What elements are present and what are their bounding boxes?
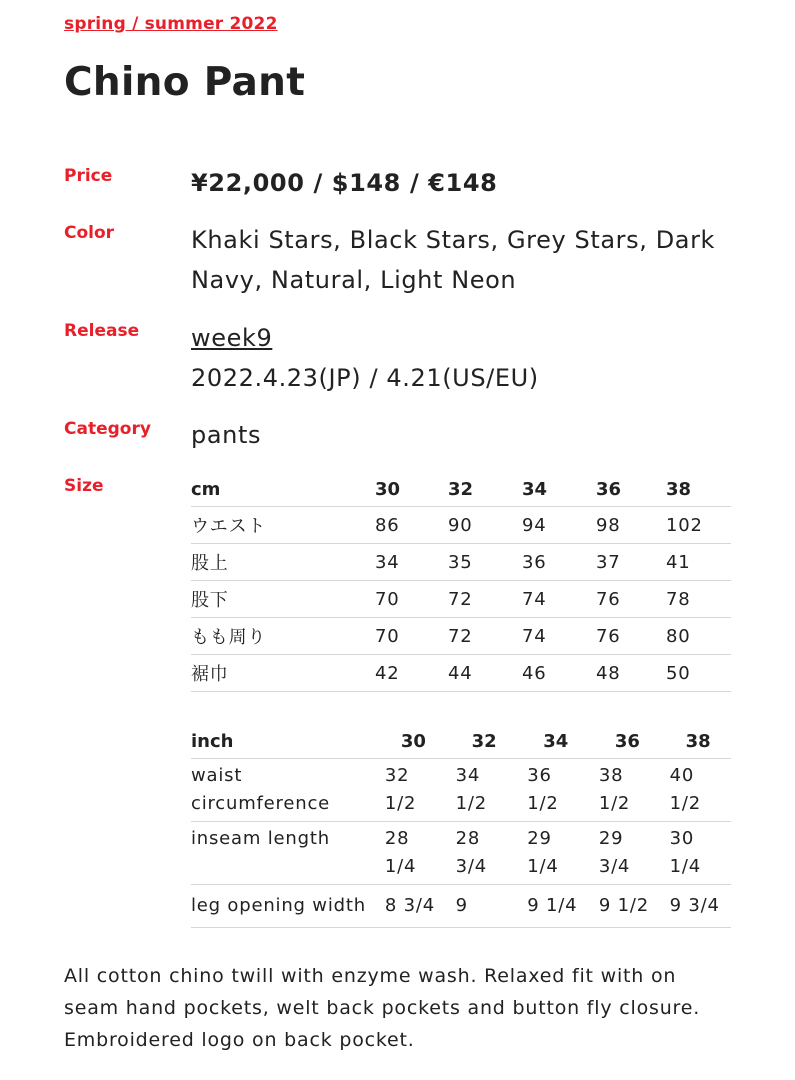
table-cell: 102 [666,514,703,536]
size-table-inch-header [191,724,731,759]
category-value: pants [191,421,262,449]
category-label: Category [64,419,151,439]
table-cell: 34 [375,551,400,573]
table-cell: 76 [596,588,621,610]
table-row [191,507,731,544]
table-cell: 37 [596,551,621,573]
table-cell: 44 [448,662,473,684]
table-header: 36 [614,730,640,752]
season-link[interactable]: spring / summer 2022 [64,14,278,34]
product-description: All cotton chino twill with enzyme wash. Relaxed fit with on seam hand pockets, welt back pockets and button fly closure. Embroidered logo on back pocket. [64,965,701,1051]
table-header: 34 [543,730,569,752]
table-cell: ウエスト [191,516,267,537]
price-value: ¥22,000 / $148 / €148 [191,169,498,197]
table-header: 34 [522,478,548,500]
table-cell: 34 1/2 [455,765,488,814]
table-cell: 32 1/2 [384,765,417,814]
table-cell: 38 1/2 [598,765,631,814]
table-header: cm [191,478,221,500]
table-cell: 72 [448,625,473,647]
release-label: Release [64,321,140,341]
table-cell: 股上 [191,553,229,574]
table-cell: leg opening width [191,895,366,916]
table-cell: 9 1/2 [598,895,649,916]
table-row [191,822,731,885]
table-cell: 86 [375,514,400,536]
release-week-link[interactable]: week9 [191,324,273,352]
table-cell: 9 1/4 [527,895,578,916]
table-header: 32 [471,730,497,752]
table-row [191,759,731,822]
table-cell: 8 3/4 [384,895,436,916]
table-cell: 78 [666,588,691,610]
table-cell: 36 [522,551,547,573]
size-table-inch [191,724,731,928]
table-cell: waist circumference [191,765,331,814]
table-header: 30 [375,478,401,500]
release-value [191,318,751,398]
table-cell: 90 [448,514,473,536]
table-header: 32 [448,478,474,500]
table-cell: 9 [455,895,468,916]
table-header: inch [191,730,234,752]
table-row [191,618,731,655]
table-cell: 9 3/4 [669,895,720,916]
table-cell: inseam length [191,828,330,849]
table-cell: 98 [596,514,621,536]
size-label: Size [64,476,104,496]
table-header: 30 [400,730,426,752]
table-cell: もも周り [191,627,267,648]
table-cell: 50 [666,662,691,684]
table-header: 36 [596,478,622,500]
table-cell: 30 1/4 [669,828,701,877]
table-cell: 40 1/2 [669,765,701,814]
table-header: 38 [666,478,692,500]
size-table-cm-header [191,472,731,507]
table-cell: 48 [596,662,621,684]
table-cell: 94 [522,514,547,536]
table-cell: 76 [596,625,621,647]
table-cell: 29 1/4 [527,828,559,877]
table-cell: 72 [448,588,473,610]
table-header: 38 [685,730,711,752]
table-cell: 74 [522,625,547,647]
table-cell: 70 [375,588,400,610]
table-cell: 股下 [191,590,229,611]
table-cell: 裾巾 [191,664,229,685]
table-cell: 80 [666,625,691,647]
table-cell: 41 [666,551,691,573]
color-label: Color [64,223,115,243]
table-cell: 28 3/4 [455,828,488,877]
size-table-cm [191,472,731,692]
table-row [191,885,731,928]
table-cell: 35 [448,551,473,573]
table-cell: 29 3/4 [598,828,631,877]
table-row [191,655,731,692]
table-cell: 46 [522,662,547,684]
release-dates: 2022.4.23(JP) / 4.21(US/EU) [191,364,539,392]
table-cell: 42 [375,662,400,684]
color-value: Khaki Stars, Black Stars, Grey Stars, Dark Navy, Natural, Light Neon [191,226,716,294]
table-cell: 70 [375,625,400,647]
table-cell: 28 1/4 [384,828,417,877]
price-label: Price [64,166,113,186]
product-title: Chino Pant [64,60,306,105]
table-cell: 36 1/2 [527,765,559,814]
table-cell: 74 [522,588,547,610]
table-row [191,581,731,618]
table-row [191,544,731,581]
